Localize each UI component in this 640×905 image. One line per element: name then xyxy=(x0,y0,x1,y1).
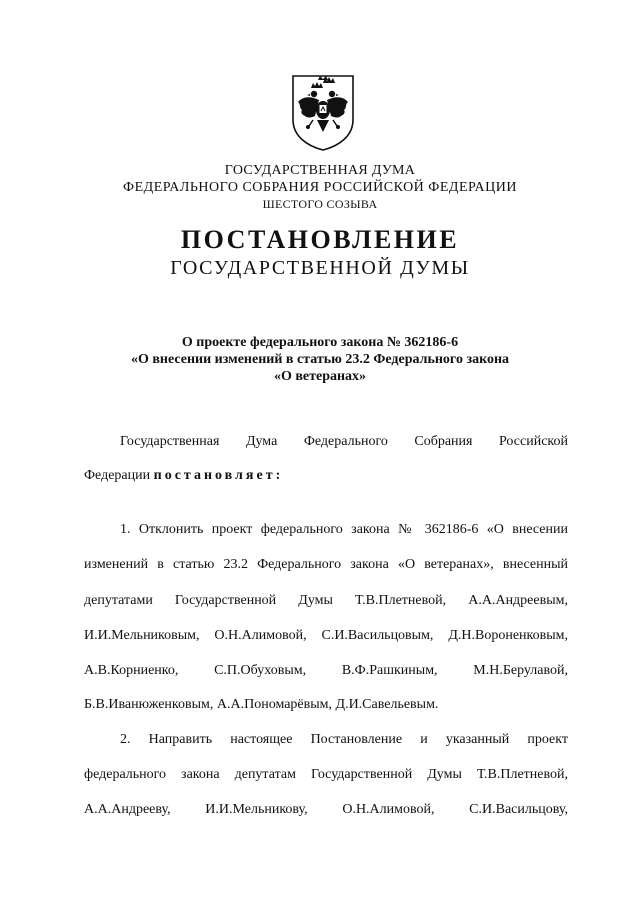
p1-line6: Б.В.Иванюженковым, А.А.Пономарёвым, Д.И.Савельевым. xyxy=(84,697,439,712)
state-emblem-icon xyxy=(289,74,357,152)
document-issuer: ГОСУДАРСТВЕННОЙ ДУМЫ xyxy=(170,257,470,279)
subject-line3: «О ветеранах» xyxy=(273,369,367,384)
p1-line1: 1. Отклонить проект федерального закона № 362186-6 «О внесении xyxy=(120,522,568,537)
p1-line5: А.В.Корниенко, С.П.Обуховым, В.Ф.Рашкиным, М.Н.Берулавой, xyxy=(84,663,568,678)
decree-word: постановляет: xyxy=(153,468,284,483)
eagle-emblem-svg xyxy=(289,74,357,152)
subject-line2: «О внесении изменений в статью 23.2 Федерального закона xyxy=(130,352,510,367)
org-name-line2: ФЕДЕРАЛЬНОГО СОБРАНИЯ РОССИЙСКОЙ ФЕДЕРАЦИИ xyxy=(123,180,517,195)
intro-line2-start: Федерации xyxy=(84,468,151,483)
convocation-line: ШЕСТОГО СОЗЫВА xyxy=(262,197,378,211)
intro-line1: Государственная Дума Федерального Собрания Российской xyxy=(120,434,568,449)
p2-line1: 2. Направить настоящее Постановление и указанный проект xyxy=(120,732,568,747)
document-type-title: ПОСТАНОВЛЕНИЕ xyxy=(180,225,460,254)
p1-line4: И.И.Мельниковым, О.Н.Алимовой, С.И.Васильцовым, Д.Н.Вороненковым, xyxy=(84,628,568,643)
intro-line2 xyxy=(84,468,568,484)
org-name-line1: ГОСУДАРСТВЕННАЯ ДУМА xyxy=(224,163,416,178)
p2-line3: А.А.Андрееву, И.И.Мельникову, О.Н.Алимовой, С.И.Васильцову, xyxy=(84,802,568,817)
p1-line2: изменений в статью 23.2 Федерального закона «О ветеранах», внесенный xyxy=(84,557,568,572)
p2-line2: федерального закона депутатам Государственной Думы Т.В.Плетневой, xyxy=(84,767,568,782)
subject-line1: О проекте федерального закона № 362186-6 xyxy=(181,335,459,350)
p1-line3: депутатами Государственной Думы Т.В.Плетневой, А.А.Андреевым, xyxy=(84,593,568,608)
